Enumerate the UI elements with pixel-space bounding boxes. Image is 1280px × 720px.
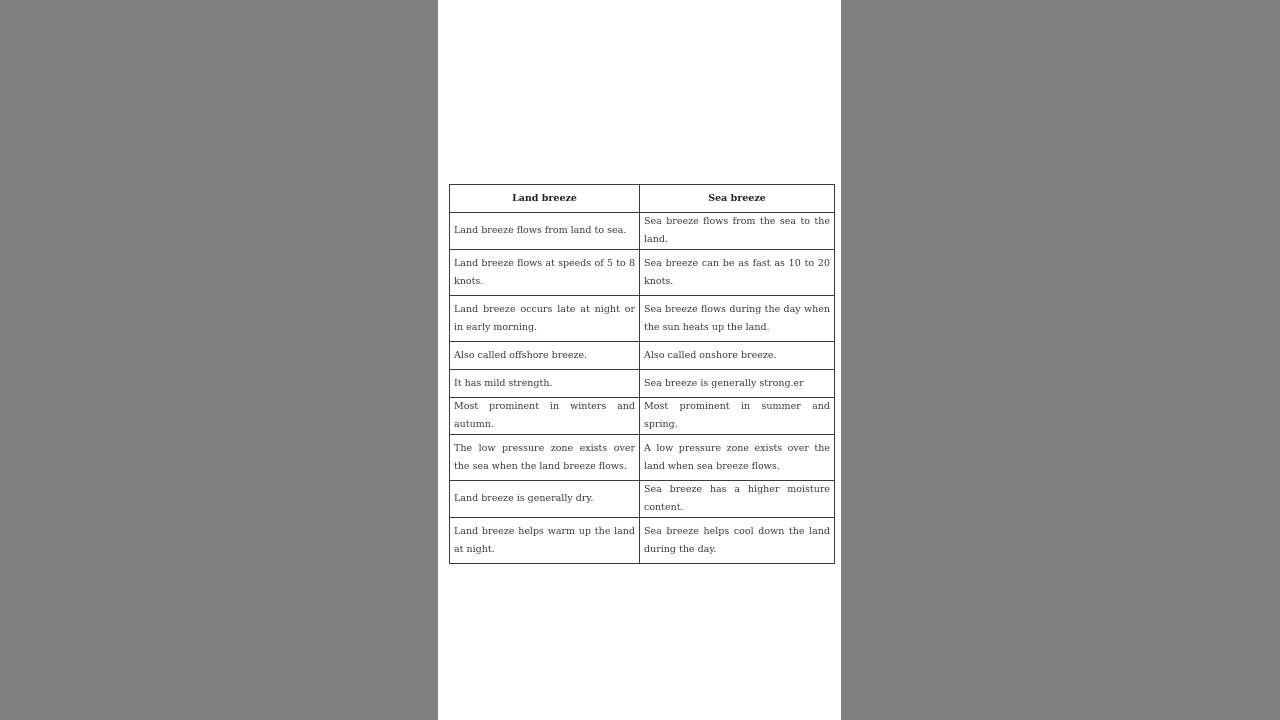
table-row	[450, 435, 835, 481]
table-cell: Also called offshore breeze.	[450, 342, 640, 370]
table-cell: Sea breeze has a higher moisture content.	[640, 481, 835, 518]
table-cell: Most prominent in winters and autumn.	[450, 398, 640, 435]
document-page	[438, 0, 841, 720]
table-cell: Land breeze helps warm up the land at night.	[450, 518, 640, 564]
table-row	[450, 398, 835, 435]
table-row	[450, 370, 835, 398]
table-row	[450, 342, 835, 370]
table-row	[450, 296, 835, 342]
table-row	[450, 518, 835, 564]
table-cell: Land breeze flows at speeds of 5 to 8 knots.	[450, 250, 640, 296]
table-header-row	[450, 185, 835, 213]
table-cell: Sea breeze flows during the day when the sun heats up the land.	[640, 296, 835, 342]
table-cell: Sea breeze can be as fast as 10 to 20 knots.	[640, 250, 835, 296]
column-header-land-breeze: Land breeze	[450, 185, 640, 213]
table-cell: Also called onshore breeze.	[640, 342, 835, 370]
column-header-sea-breeze: Sea breeze	[640, 185, 835, 213]
table-row	[450, 213, 835, 250]
table-cell: Sea breeze flows from the sea to the land.	[640, 213, 835, 250]
comparison-table	[449, 184, 835, 564]
table-cell: It has mild strength.	[450, 370, 640, 398]
table-row	[450, 250, 835, 296]
table-cell: Sea breeze is generally strong.er	[640, 370, 835, 398]
table-cell: The low pressure zone exists over the sea when the land breeze flows.	[450, 435, 640, 481]
table-cell: A low pressure zone exists over the land when sea breeze flows.	[640, 435, 835, 481]
table-cell: Land breeze flows from land to sea.	[450, 213, 640, 250]
table-cell: Land breeze is generally dry.	[450, 481, 640, 518]
table-row	[450, 481, 835, 518]
table-cell: Land breeze occurs late at night or in early morning.	[450, 296, 640, 342]
table-cell: Most prominent in summer and spring.	[640, 398, 835, 435]
table-cell: Sea breeze helps cool down the land during the day.	[640, 518, 835, 564]
